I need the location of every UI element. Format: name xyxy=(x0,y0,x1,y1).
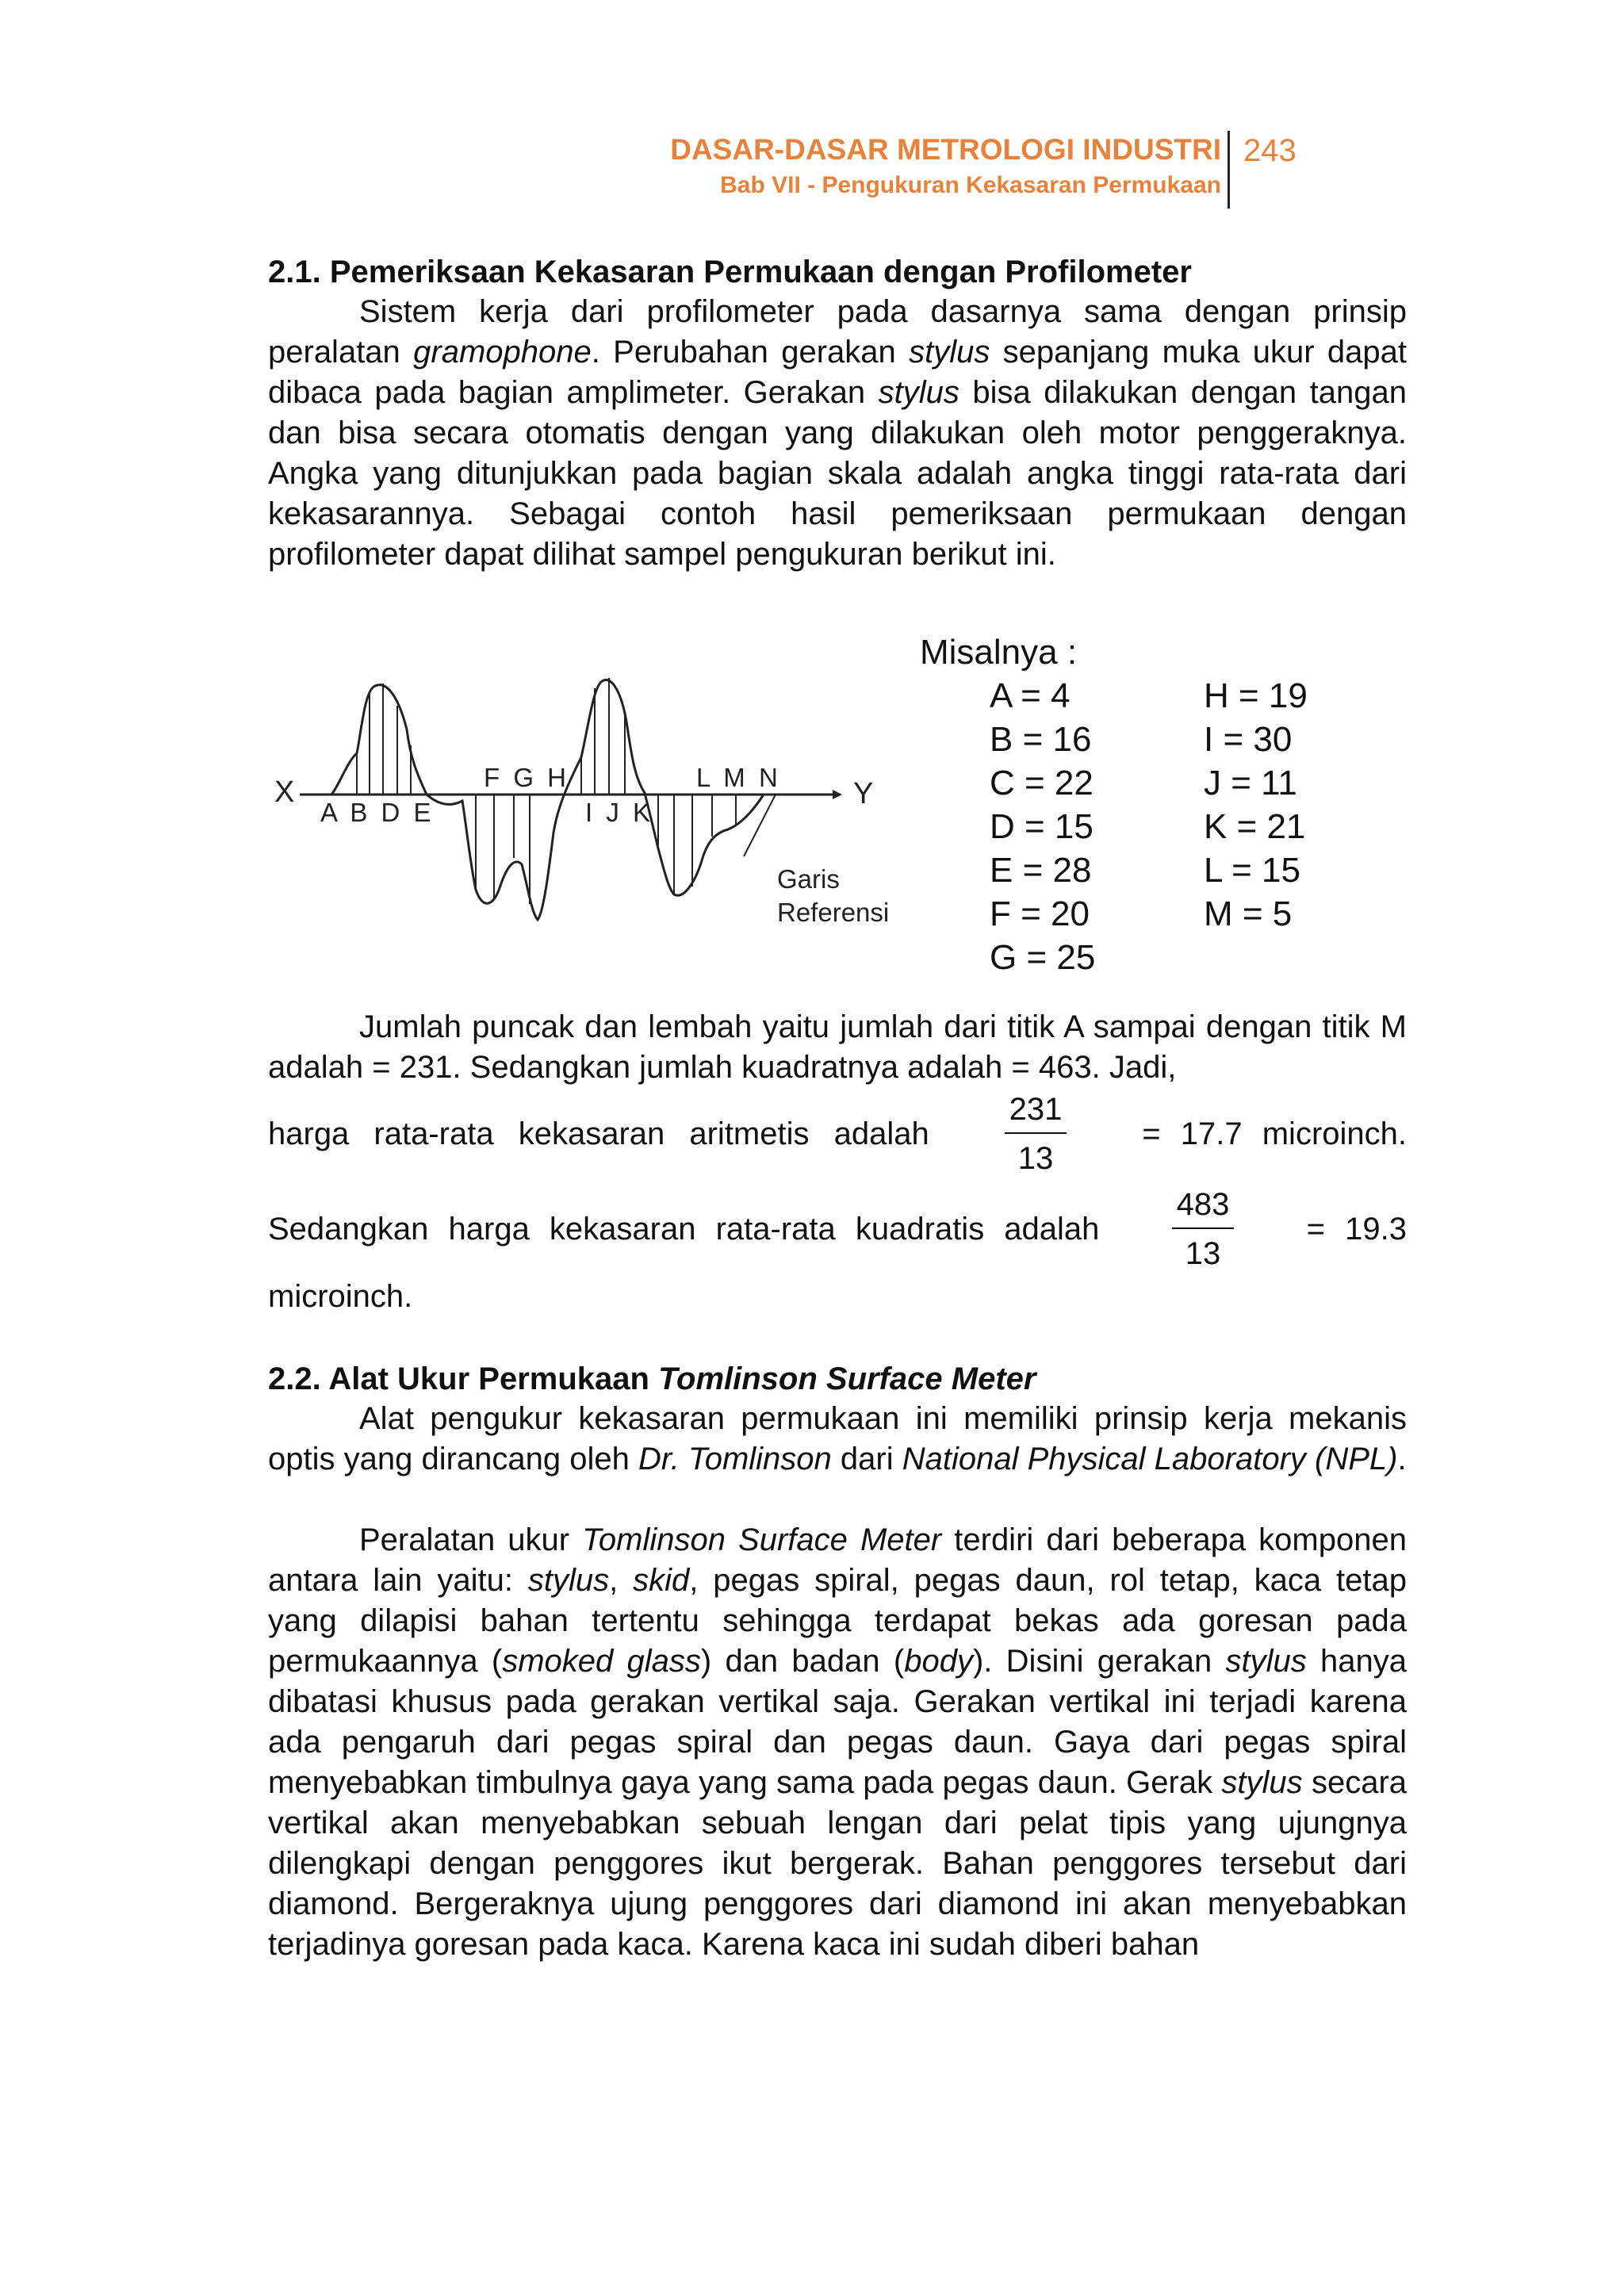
values-list xyxy=(920,630,1362,979)
arithmetic-mean-line xyxy=(268,1091,1407,1177)
surface-profile-diagram xyxy=(268,674,918,959)
values-row: E = 28 L = 15 xyxy=(990,851,1300,890)
points-below-2: I J K xyxy=(585,798,654,827)
unit-line: microinch. xyxy=(268,1279,413,1314)
section-2-2 xyxy=(268,1359,1407,1965)
reference-pointer xyxy=(744,795,776,856)
values-row: D = 15 K = 21 xyxy=(990,807,1306,846)
points-below-1: A B D E xyxy=(320,798,435,827)
values-row: A = 4 H = 19 xyxy=(990,676,1308,715)
paragraph-sum: Jumlah puncak dan lembah yaitu jumlah dari titik A sampai dengan titik M adalah = 231. Sedangkan jumlah kuadratnya adalah = 463. Jadi, xyxy=(268,1009,1407,1085)
page-number: 243 xyxy=(1243,133,1297,168)
values-row: B = 16 I = 30 xyxy=(990,720,1293,759)
reference-label-1: Garis xyxy=(777,864,840,894)
quadratic-result: = 19.3 xyxy=(1306,1211,1407,1247)
quadratic-text: Sedangkan harga kekasaran rata-rata kuadratis adalah xyxy=(268,1211,1100,1247)
paragraph-profilometer: Sistem kerja dari profilometer pada dasarnya sama dengan prinsip peralatan gramophone. Perubahan gerakan stylus sepanjang muka ukur dapat dibaca pada bagian amplimeter. Gerakan stylus bisa dilakukan dengan tangan dan bisa secara otomatis dengan yang dilakukan oleh motor penggeraknya. Angka yang ditunjukkan pada bagian skala adalah angka tinggi rata-rata dari kekasarannya. Sebagai contoh hasil pemeriksaan permukaan dengan profilometer dapat dilihat sampel pengukuran berikut ini. xyxy=(268,294,1408,572)
arithmetic-text: harga rata-rata kekasaran aritmetis adalah xyxy=(268,1116,929,1151)
header-divider xyxy=(1228,131,1230,209)
chapter-subtitle: Bab VII - Pengukuran Kekasaran Permukaan xyxy=(720,172,1221,198)
fraction-arithmetic: $\frac{231}{13}$ xyxy=(1005,1091,1067,1177)
values-row: C = 22 J = 11 xyxy=(990,764,1297,802)
section-heading-2-2: 2.2. Alat Ukur Permukaan Tomlinson Surface Meter xyxy=(268,1361,1036,1396)
axis-label-y: Y xyxy=(853,777,877,810)
section-heading-2-1: 2.1. Pemeriksaan Kekasaran Permukaan dengan Profilometer xyxy=(268,255,1192,289)
paragraph-tomlinson-intro: Alat pengukur kekasaran permukaan ini memiliki prinsip kerja mekanis optis yang dirancang oleh Dr. Tomlinson dari National Physical Laboratory (NPL). xyxy=(268,1401,1407,1476)
paragraph-tomlinson-components: Peralatan ukur Tomlinson Surface Meter terdiri dari beberapa komponen antara lain yaitu: stylus, skid, pegas spiral, pegas daun, rol tetap, kaca tetap yang dilapisi bahan tertentu sehingga terdapat bekas ada goresan pada permukaannya (smoked glass) dan badan (body). Disini gerakan stylus hanya dibatasi khusus pada gerakan vertikal saja. Gerakan vertikal ini terjadi karena ada pengaruh dari pegas spiral dan pegas daun. Gaya dari pegas spiral menyebabkan timbulnya gaya yang sama pada pegas daun. Gerak stylus secara vertikal akan menyebabkan sebuah lengan dari pelat tipis yang ujungnya dilengkapi dengan penggores ikut bergerak. Bahan penggores tersebut dari diamond. Bergeraknya ujung penggores dari diamond ini akan menyebabkan terjadinya goresan pada kaca. Karena kaca ini sudah diberi bahan xyxy=(268,1522,1408,1962)
running-header xyxy=(0,131,1221,202)
points-above-1: F G H xyxy=(484,763,569,792)
values-heading: Misalnya : xyxy=(920,633,1078,672)
reference-arrow xyxy=(833,790,842,799)
book-title: DASAR-DASAR METROLOGI INDUSTRI xyxy=(670,133,1221,166)
values-row: G = 25 xyxy=(990,938,1096,977)
values-row: F = 20 M = 5 xyxy=(990,894,1293,933)
arithmetic-result: = 17.7 microinch. xyxy=(1142,1116,1407,1151)
calculation-block xyxy=(268,1007,1407,1317)
fraction-quadratic: $\frac{483}{13}$ xyxy=(1172,1186,1235,1272)
section-2-1 xyxy=(268,252,1407,575)
reference-label-2: Referensi xyxy=(777,898,890,927)
points-above-2: L M N xyxy=(696,763,781,792)
quadratic-mean-line xyxy=(268,1186,1407,1272)
axis-label-x: X xyxy=(274,776,298,809)
